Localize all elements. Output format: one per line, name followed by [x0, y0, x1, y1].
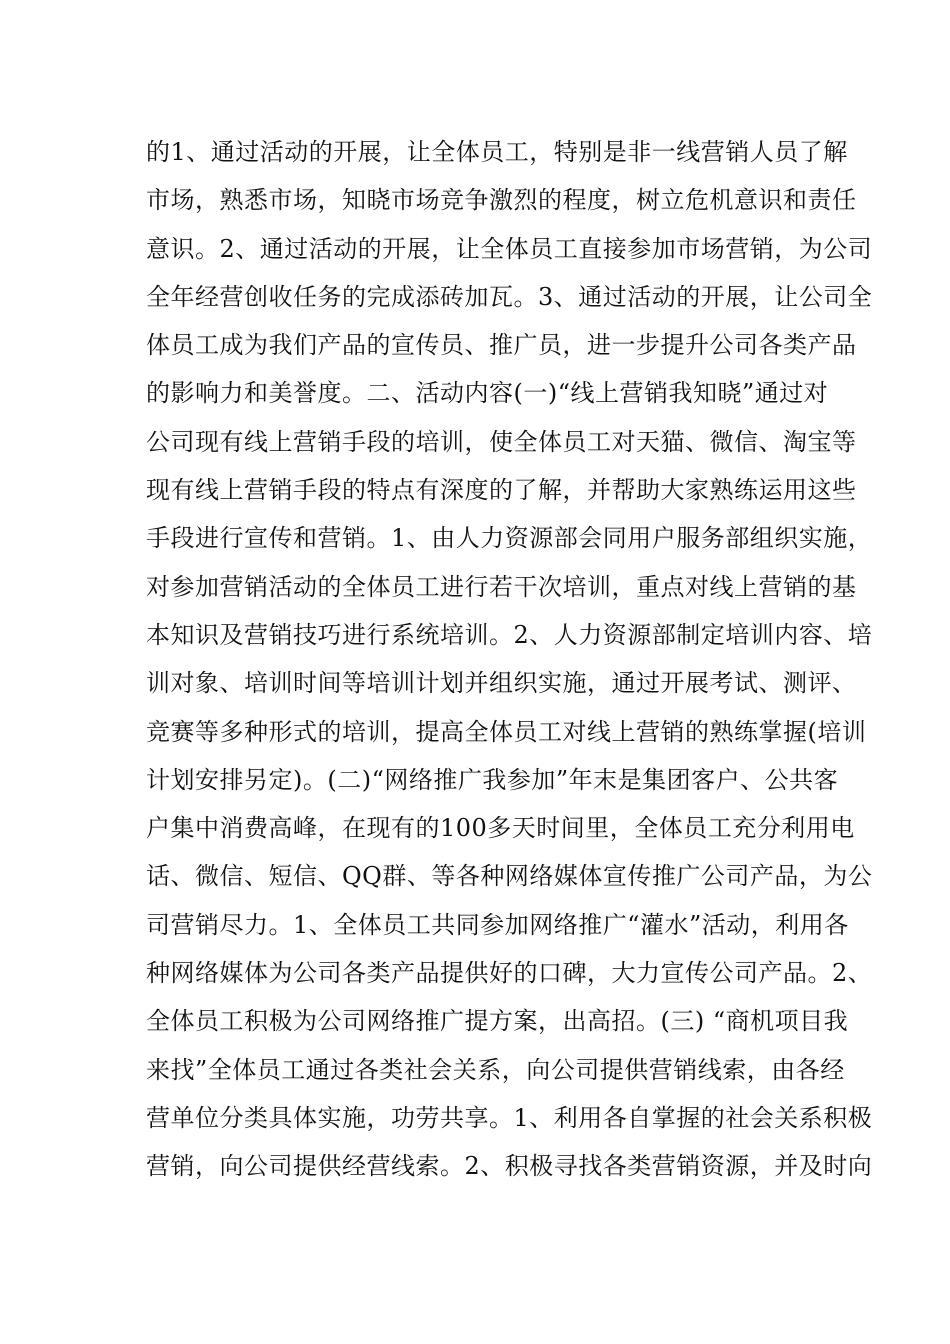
text-line: 意识。2、通过活动的开展，让全体员工直接参加市场营销，为公司 [146, 234, 873, 263]
text-line: 全年经营创收任务的完成添砖加瓦。3、通过活动的开展，让公司全 [146, 282, 873, 311]
text-line: 对参加营销活动的全体员工进行若干次培训，重点对线上营销的基 [146, 572, 857, 601]
text-line: 种网络媒体为公司各类产品提供好的口碑，大力宣传公司产品。2、 [146, 959, 873, 988]
text-line: 竞赛等多种形式的培训，提高全体员工对线上营销的熟练掌握(培训 [146, 717, 867, 746]
text-line: 营销，向公司提供经营线索。2、积极寻找各类营销资源，并及时向 [146, 1152, 873, 1181]
text-line: 的1、通过活动的开展，让全体员工，特别是非一线营销人员了解 [146, 138, 848, 166]
text-line: 的影响力和美誉度。二、活动内容(一)“线上营销我知晓”通过对 [146, 379, 829, 408]
text-line: 司营销尽力。1、全体员工共同参加网络推广“灌水”活动，利用各 [146, 910, 849, 939]
text-line: 全体员工积极为公司网络推广提方案，出高招。(三) “商机项目我 [146, 1007, 849, 1036]
text-line: 计划安排另定)。(二)“网络推广我参加”年末是集团客户、公共客 [146, 765, 839, 794]
text-line: 体员工成为我们产品的宣传员、推广员，进一步提升公司各类产品 [146, 331, 857, 360]
text-line: 来找”全体员工通过各类社会关系，向公司提供营销线索，由各经 [146, 1055, 845, 1084]
text-line: 训对象、培训时间等培训计划并组织实施，通过开展考试、测评、 [146, 669, 857, 698]
text-line: 营单位分类具体实施，功劳共享。1、利用各自掌握的社会关系积极 [146, 1103, 873, 1132]
text-line: 本知识及营销技巧进行系统培训。2、人力资源部制定培训内容、培 [146, 620, 873, 649]
text-line: 公司现有线上营销手段的培训，使全体员工对天猫、微信、淘宝等 [146, 427, 857, 456]
text-line: 现有线上营销手段的特点有深度的了解，并帮助大家熟练运用这些 [146, 476, 857, 505]
text-line: 户集中消费高峰，在现有的100多天时间里，全体员工充分利用电 [146, 814, 855, 843]
text-line: 话、微信、短信、QQ群、等各种网络媒体宣传推广公司产品，为公 [146, 862, 873, 891]
text-line: 手段进行宣传和营销。1、由人力资源部会同用户服务部组织实施， [146, 524, 873, 553]
body-text [146, 128, 873, 1191]
text-line: 市场，熟悉市场，知晓市场竞争激烈的程度，树立危机意识和责任 [146, 186, 857, 215]
